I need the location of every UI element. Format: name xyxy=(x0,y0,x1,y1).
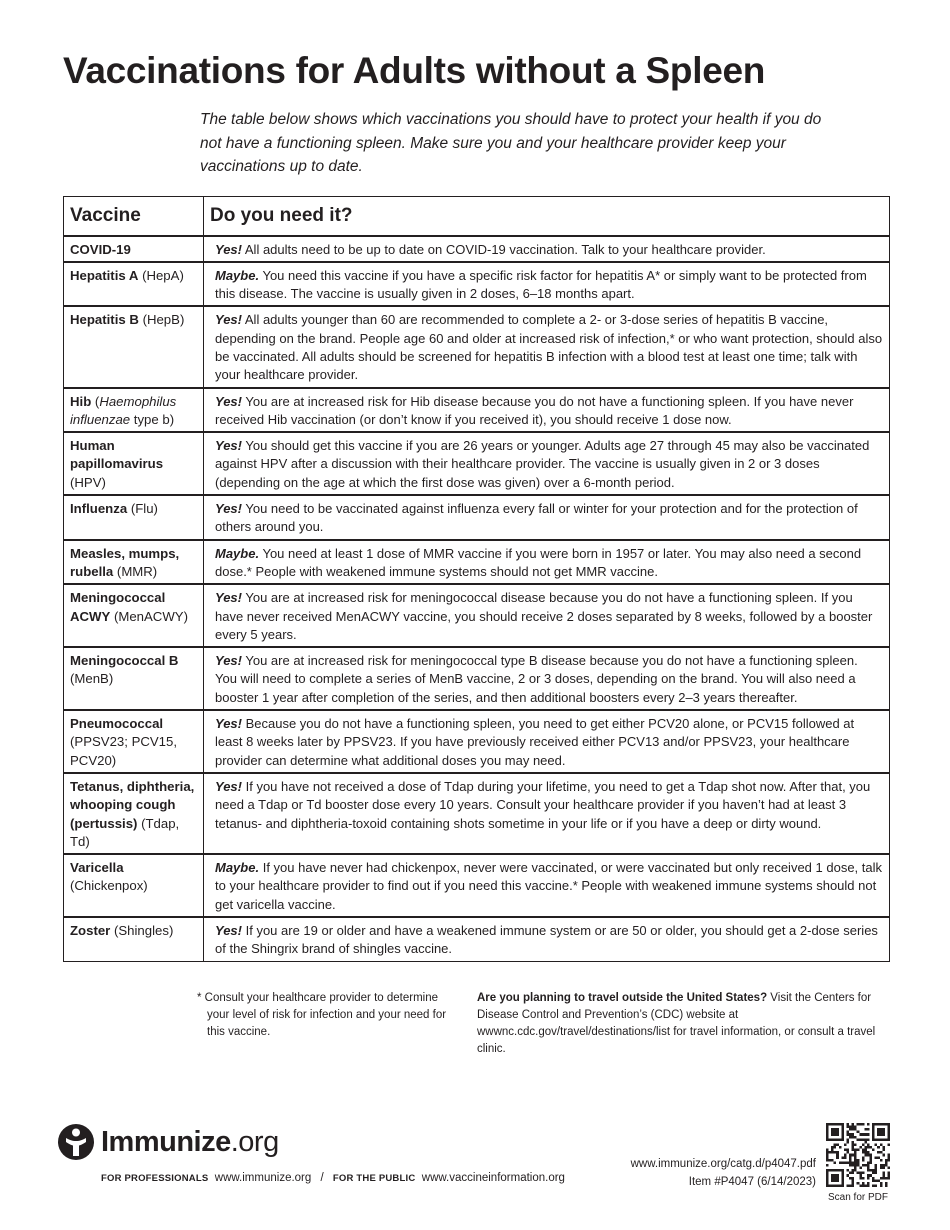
vaccine-cell xyxy=(64,710,204,773)
recommendation-cell xyxy=(204,306,890,387)
table-row xyxy=(64,540,890,585)
vaccine-name: Hib xyxy=(70,393,92,409)
recommendation-cell xyxy=(204,584,890,647)
public-label: FOR THE PUBLIC xyxy=(332,1173,416,1184)
footnote: * Consult your healthcare provider to determine your level of risk for infection and your need for this vaccine. xyxy=(197,992,447,1038)
travel-note xyxy=(477,990,892,1058)
recommendation-text: If you have never had chickenpox, never were vaccinated, or were vaccinated but only received 1 dose, talk to your healthcare provider to find out if you need this vaccine.* People with weakened immune systems should not get varicella vaccine. xyxy=(215,860,882,912)
recommendation-lead: Maybe. xyxy=(215,545,260,561)
page-title: Vaccinations for Adults without a Spleen xyxy=(63,50,766,91)
vaccine-cell xyxy=(64,773,204,854)
vaccine-cell xyxy=(64,495,204,540)
recommendation-lead: Maybe. xyxy=(215,267,260,283)
recommendation-lead: Yes! xyxy=(215,923,242,938)
vaccine-cell xyxy=(64,262,204,307)
recommendation-text: If you are 19 or older and have a weakened immune system or are 50 or older, you should get a 2-dose series of the Shingrix brand of shingles vaccine. xyxy=(215,923,878,957)
vaccine-abbrev: (HepA) xyxy=(142,267,184,283)
recommendation-lead: Yes! xyxy=(215,501,242,517)
recommendation-cell xyxy=(204,773,890,854)
vaccine-name: Varicella xyxy=(70,860,124,876)
vaccine-abbrev: (Flu) xyxy=(130,501,158,517)
recommendation-lead: Yes! xyxy=(215,241,242,257)
vaccine-cell xyxy=(64,854,204,917)
recommendation-cell xyxy=(204,540,890,585)
immunize-logo-icon xyxy=(57,1123,95,1161)
logo-suffix: .org xyxy=(230,1125,279,1158)
recommendation-cell xyxy=(204,432,890,495)
vaccine-cell xyxy=(64,540,204,585)
vaccine-cell xyxy=(64,917,204,961)
vaccine-abbrev: (MenACWY) xyxy=(113,608,188,624)
table-row xyxy=(64,773,890,854)
intro-text: The table below shows which vaccinations you should have to protect your health if you do not have a functioning spleen. Make sure you and your healthcare provider keep your vaccinations up to date. xyxy=(200,111,822,175)
recommendation-text: You are at increased risk for Hib disease because you do not have a functioning spleen. If you have never received Hib vaccination (or don’t know if you received it), you should receive 1 dose now. xyxy=(215,393,854,427)
table-row xyxy=(64,388,890,433)
recommendation-cell xyxy=(204,854,890,917)
recommendation-text: You need at least 1 dose of MMR vaccine if you were born in 1957 or later. You may also need a second dose.* People with weakened immune systems should not get MMR vaccine. xyxy=(215,545,862,579)
vaccine-abbrev: (MenB) xyxy=(70,671,114,687)
vaccine-name: COVID-19 xyxy=(70,241,131,257)
vaccine-name: Tetanus, diphtheria, whooping cough (pertussis) xyxy=(70,778,195,831)
recommendation-text: You need this vaccine if you have a specific risk factor for hepatitis A* or simply want to be protected from this disease. The vaccine is usually given in 2 doses, 6–18 months apart. xyxy=(215,267,867,302)
recommendation-lead: Yes! xyxy=(215,312,242,328)
pdf-link[interactable]: www.immunize.org/catg.d/p4047.pdf xyxy=(630,1158,816,1170)
vaccine-name-species: Haemophilus influenzae xyxy=(70,393,177,427)
vaccine-cell xyxy=(64,236,204,262)
vaccine-abbrev: (Tdap, Td) xyxy=(70,815,180,849)
vaccine-table xyxy=(63,196,890,962)
vaccine-name: Human papillomavirus xyxy=(70,438,164,472)
travel-text: Visit the Centers for Disease Control and Prevention’s (CDC) website at wwwnc.cdc.gov/travel/destinations/list for travel information, or consult a travel clinic. xyxy=(477,992,876,1055)
footer-links xyxy=(101,1172,565,1184)
vaccine-cell xyxy=(64,306,204,387)
vaccine-name: Influenza xyxy=(70,501,128,517)
recommendation-cell xyxy=(204,388,890,433)
table-row xyxy=(64,584,890,647)
vaccine-cell xyxy=(64,647,204,710)
recommendation-text: All adults younger than 60 are recommended to complete a 2- or 3-dose series of hepatitis B vaccine, depending on the brand. People age 60 and older at increased risk of infection,* or who want protection, should also be vaccinated. All adults should be screened for hepatitis B infection with a blood test at least one time; talk with your healthcare provider. xyxy=(215,312,883,383)
header-vaccine: Vaccine xyxy=(64,197,204,236)
vaccine-abbrev: (MMR) xyxy=(116,563,158,579)
table-row xyxy=(64,262,890,307)
header-need: Do you need it? xyxy=(204,197,890,236)
vaccine-abbrev: (Shingles) xyxy=(113,923,174,938)
pro-link[interactable]: www.immunize.org xyxy=(214,1172,312,1184)
recommendation-text: All adults need to be up to date on COVID-19 vaccination. Talk to your healthcare provider. xyxy=(244,241,766,257)
recommendation-text: You need to be vaccinated against influenza every fall or winter for your protection and for the protection of others around you. xyxy=(215,501,858,535)
table-row xyxy=(64,306,890,387)
vaccine-abbrev: (HPV) xyxy=(70,474,106,490)
vaccine-abbrev: (Chickenpox) xyxy=(70,878,148,894)
recommendation-lead: Yes! xyxy=(215,438,242,454)
vaccine-name: Zoster xyxy=(70,923,111,938)
table-row xyxy=(64,710,890,773)
vaccine-abbrev: (PPSV23; PCV15, PCV20) xyxy=(70,734,178,768)
table-row xyxy=(64,495,890,540)
item-info xyxy=(631,1155,816,1191)
vaccine-name: Pneumococcal xyxy=(70,716,164,732)
recommendation-cell xyxy=(204,710,890,773)
table-row xyxy=(64,917,890,961)
vaccine-cell xyxy=(64,432,204,495)
vaccine-name: Meningococcal B xyxy=(70,653,179,669)
recommendation-text: You are at increased risk for meningococcal disease because you do not have a functioning spleen. If you have never received MenACWY vaccine, you should receive 2 doses separated by 8 weeks, followed by a booster every 5 years. xyxy=(215,590,873,642)
recommendation-cell xyxy=(204,262,890,307)
recommendation-cell xyxy=(204,236,890,262)
public-link[interactable]: www.vaccineinformation.org xyxy=(421,1172,565,1184)
recommendation-cell xyxy=(204,495,890,540)
recommendation-cell xyxy=(204,647,890,710)
vaccine-abbrev: (HepB) xyxy=(142,312,185,328)
vaccine-name: Measles, mumps, rubella xyxy=(70,545,180,579)
table-header-row xyxy=(64,197,890,236)
link-separator: / xyxy=(320,1172,324,1184)
vaccine-name: Hepatitis A xyxy=(70,267,139,283)
immunize-logo[interactable] xyxy=(57,1122,279,1162)
pro-label: FOR PROFESSIONALS xyxy=(101,1173,209,1184)
item-number: Item #P4047 (6/14/2023) xyxy=(688,1176,816,1188)
table-row xyxy=(64,647,890,710)
vaccine-name: Meningococcal ACWY xyxy=(70,590,166,624)
qr-caption: Scan for PDF xyxy=(827,1192,889,1203)
recommendation-text: If you have not received a dose of Tdap during your lifetime, you need to get a Tdap shot now. After that, you need a Tdap or Td booster dose every 10 years. Consult your healthcare provider if you haven’t had at least 3 tetanus- and diphtheria-toxoid containing shots sometime in your life or if you have a deep or dirty wound. xyxy=(215,778,871,831)
vaccine-name-paren: ( xyxy=(91,393,100,409)
vaccine-name-tail: type b) xyxy=(130,411,175,427)
recommendation-text: Because you do not have a functioning spleen, you need to get either PCV20 alone, or PCV15 followed at least 8 weeks later by PPSV23. If you have previously received either PCV13 and/or PPSV23, your healthcare provider can determine what additional doses you may need. xyxy=(215,716,855,768)
recommendation-lead: Yes! xyxy=(215,653,242,669)
vaccine-cell xyxy=(64,584,204,647)
recommendation-lead: Yes! xyxy=(215,393,242,409)
recommendation-text: You are at increased risk for meningococcal type B disease because you do not have a functioning spleen. You will need to complete a series of MenB vaccine, 2 or 3 doses, depending on the brand. You will also need a booster 1 year after completion of the series, and then additional boosters every 2–3 years thereafter. xyxy=(215,653,858,705)
recommendation-lead: Maybe. xyxy=(215,860,260,876)
recommendation-lead: Yes! xyxy=(215,590,242,606)
table-body xyxy=(64,236,890,962)
table-row xyxy=(64,236,890,262)
recommendation-text: You should get this vaccine if you are 26 years or younger. Adults age 27 through 45 may also be vaccinated against HPV after a discussion with their healthcare provider. The vaccine is usually given in 2 or 3 doses (depending on the age at which the first dose was given) over a 6-month period. xyxy=(215,438,870,490)
table-row xyxy=(64,854,890,917)
vaccine-name: Hepatitis B xyxy=(70,312,139,328)
logo-brand: Immunize xyxy=(101,1125,231,1158)
travel-question: Are you planning to travel outside the United States? xyxy=(477,992,768,1004)
table-row xyxy=(64,432,890,495)
recommendation-lead: Yes! xyxy=(215,778,242,794)
vaccine-cell xyxy=(64,388,204,433)
recommendation-cell xyxy=(204,917,890,961)
logo-wordmark xyxy=(101,1126,279,1159)
recommendation-lead: Yes! xyxy=(215,716,242,732)
qr-code[interactable] xyxy=(826,1123,890,1187)
